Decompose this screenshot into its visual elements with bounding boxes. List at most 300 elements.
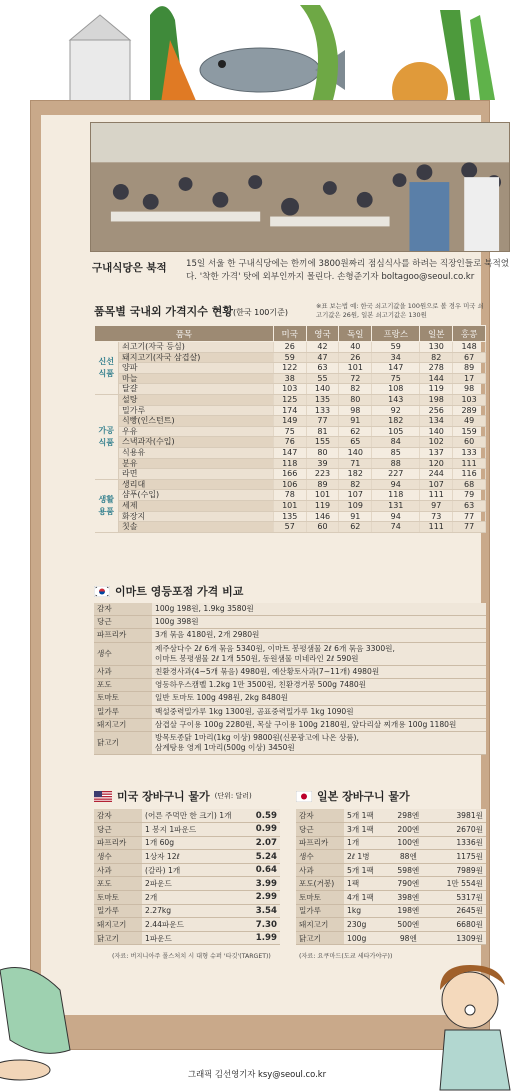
price-yen: 98엔 xyxy=(389,931,427,945)
index-value: 80 xyxy=(339,394,372,405)
table-row xyxy=(94,931,280,945)
emart-title-text: 이마트 영등포점 가격 비교 xyxy=(115,585,244,598)
index-value: 98 xyxy=(339,405,372,416)
index-value: 106 xyxy=(273,479,306,490)
group-label: 가공 식품 xyxy=(95,394,119,479)
table-row xyxy=(95,479,486,490)
index-value: 147 xyxy=(372,363,420,374)
price-won: 7989원 xyxy=(428,863,486,877)
index-value: 144 xyxy=(420,373,453,384)
price-won: 2670원 xyxy=(428,823,486,837)
table-header-row xyxy=(95,326,486,342)
table-row xyxy=(296,931,486,945)
quantity: 1개 xyxy=(344,836,389,850)
table-row xyxy=(94,603,486,616)
item-name: 닭고기 xyxy=(94,732,152,755)
item-name: 생수 xyxy=(296,850,344,864)
index-value: 91 xyxy=(339,416,372,427)
item-name: 돼지고기 xyxy=(296,918,344,932)
item-name: 쇠고기(자국 등심) xyxy=(119,342,274,353)
item-name: 칫솔 xyxy=(119,522,274,533)
table-row xyxy=(95,469,486,480)
index-value: 82 xyxy=(339,384,372,395)
index-value: 182 xyxy=(372,416,420,427)
quantity: (갈라) 1개 xyxy=(142,863,249,877)
table-row xyxy=(296,836,486,850)
price-yen: 198엔 xyxy=(389,904,427,918)
price-usd: 5.24 xyxy=(249,850,280,864)
index-value: 74 xyxy=(372,522,420,533)
item-name: 파프리카 xyxy=(94,836,142,850)
price-detail: 일반 토마토 100g 498원, 2kg 8480원 xyxy=(152,692,486,705)
table-row xyxy=(95,437,486,448)
index-value: 34 xyxy=(372,352,420,363)
index-value: 82 xyxy=(339,479,372,490)
price-detail: 삼겹살 구이용 100g 2280원, 목살 구이용 100g 2180원, 앞다리살 찌개용 100g 1180원 xyxy=(152,718,486,731)
index-value: 97 xyxy=(420,500,453,511)
index-value: 125 xyxy=(273,394,306,405)
price-index-subtitle: (한국 100기준) xyxy=(233,308,288,317)
index-value: 133 xyxy=(453,447,486,458)
quantity: 1팩 xyxy=(344,877,389,891)
index-value: 111 xyxy=(420,522,453,533)
price-yen: 298엔 xyxy=(389,809,427,823)
index-value: 159 xyxy=(453,426,486,437)
index-value: 40 xyxy=(339,342,372,353)
quantity: 1파운드 xyxy=(142,931,249,945)
index-value: 223 xyxy=(306,469,339,480)
index-value: 57 xyxy=(273,522,306,533)
index-value: 116 xyxy=(453,469,486,480)
price-detail: 3개 묶음 4180원, 2개 2980원 xyxy=(152,629,486,642)
item-name: 포도 xyxy=(94,877,142,891)
index-value: 94 xyxy=(372,511,420,522)
index-value: 76 xyxy=(273,437,306,448)
index-value: 143 xyxy=(372,394,420,405)
index-value: 107 xyxy=(420,479,453,490)
item-name: 파프리카 xyxy=(94,629,152,642)
index-value: 77 xyxy=(306,416,339,427)
index-value: 227 xyxy=(372,469,420,480)
quantity: 2개 xyxy=(142,891,249,905)
index-value: 118 xyxy=(372,490,420,501)
index-value: 55 xyxy=(306,373,339,384)
price-usd: 7.30 xyxy=(249,918,280,932)
index-value: 119 xyxy=(306,500,339,511)
index-value: 63 xyxy=(453,500,486,511)
table-row xyxy=(95,352,486,363)
index-value: 120 xyxy=(420,458,453,469)
index-value: 278 xyxy=(420,363,453,374)
index-value: 84 xyxy=(372,437,420,448)
price-index-note: ※표 보는법 예: 한국 쇠고기값을 100원으로 볼 경우 미국 쇠고기값은 26원, 일본 쇠고기값은 130원 xyxy=(316,302,484,319)
table-row xyxy=(95,458,486,469)
price-won: 5317원 xyxy=(428,891,486,905)
item-name: 설탕 xyxy=(119,394,274,405)
index-value: 135 xyxy=(273,511,306,522)
price-won: 1만 554원 xyxy=(428,877,486,891)
table-row xyxy=(95,405,486,416)
index-value: 118 xyxy=(273,458,306,469)
index-value: 60 xyxy=(453,437,486,448)
quantity: 2.27kg xyxy=(142,904,249,918)
us-basket-table xyxy=(94,809,280,945)
price-usd: 0.59 xyxy=(249,809,280,823)
table-row xyxy=(94,692,486,705)
index-value: 166 xyxy=(273,469,306,480)
item-name: 스낵과자(수입) xyxy=(119,437,274,448)
jp-basket-table xyxy=(296,809,486,945)
group-label: 신선 식품 xyxy=(95,342,119,395)
index-value: 140 xyxy=(306,384,339,395)
right-person-icon xyxy=(442,972,498,1028)
index-value: 94 xyxy=(372,479,420,490)
table-row xyxy=(95,394,486,405)
index-value: 63 xyxy=(306,363,339,374)
item-name: 당근 xyxy=(94,823,142,837)
index-value: 71 xyxy=(339,458,372,469)
index-value: 148 xyxy=(453,342,486,353)
table-row xyxy=(94,904,280,918)
item-name: 닭고기 xyxy=(94,931,142,945)
price-usd: 2.99 xyxy=(249,891,280,905)
item-name: 밀가루 xyxy=(119,405,274,416)
item-name: 돼지고기 xyxy=(94,718,152,731)
cafeteria-photo xyxy=(90,122,510,252)
quantity: 2파운드 xyxy=(142,877,249,891)
index-value: 122 xyxy=(273,363,306,374)
emart-title xyxy=(94,583,243,599)
index-value: 140 xyxy=(339,447,372,458)
index-value: 135 xyxy=(306,394,339,405)
price-detail: 친환경사과(4~5개 묶음) 4980원, 예산황토사과(7~11개) 4980원 xyxy=(152,666,486,679)
price-yen: 790엔 xyxy=(389,877,427,891)
index-value: 62 xyxy=(339,522,372,533)
price-index-table xyxy=(94,325,486,533)
price-detail: 영동하우스캠벨 1.2kg 1만 3500원, 친환경거봉 500g 7480원 xyxy=(152,679,486,692)
index-value: 289 xyxy=(453,405,486,416)
item-name: 식빵(인스턴트) xyxy=(119,416,274,427)
price-yen: 88엔 xyxy=(389,850,427,864)
table-row xyxy=(296,918,486,932)
item-name: 화장지 xyxy=(119,511,274,522)
item-name: 감자 xyxy=(296,809,344,823)
table-row xyxy=(94,850,280,864)
header-uk: 영국 xyxy=(306,326,339,342)
price-won: 1309원 xyxy=(428,931,486,945)
index-value: 72 xyxy=(339,373,372,384)
japan-flag-icon xyxy=(296,791,312,802)
photo-caption-text: 15일 서울 한 구내식당에는 한끼에 3800원짜리 점심식사를 하려는 직장인들로 북적였다. '착한 가격' 탓에 외부인까지 몰린다. 손형준기자 boltagoo@seoul.co.kr xyxy=(186,259,510,282)
price-usd: 0.99 xyxy=(249,823,280,837)
table-row xyxy=(94,823,280,837)
item-name: 생수 xyxy=(94,642,152,665)
price-yen: 500엔 xyxy=(389,918,427,932)
index-value: 85 xyxy=(372,447,420,458)
table-row xyxy=(94,809,280,823)
item-name: 토마토 xyxy=(296,891,344,905)
header-germany: 독일 xyxy=(339,326,372,342)
index-value: 103 xyxy=(453,394,486,405)
index-value: 155 xyxy=(306,437,339,448)
index-value: 77 xyxy=(453,511,486,522)
price-won: 2645원 xyxy=(428,904,486,918)
group-label: 생활 용품 xyxy=(95,479,119,532)
item-name: 사과 xyxy=(94,666,152,679)
index-value: 102 xyxy=(420,437,453,448)
table-row xyxy=(94,679,486,692)
table-row xyxy=(296,863,486,877)
table-row xyxy=(94,918,280,932)
index-value: 68 xyxy=(453,479,486,490)
item-name: 당근 xyxy=(94,616,152,629)
item-name: 당근 xyxy=(296,823,344,837)
price-yen: 100엔 xyxy=(389,836,427,850)
usa-flag-icon xyxy=(94,791,112,802)
korea-flag-icon xyxy=(94,586,110,597)
header-usa: 미국 xyxy=(273,326,306,342)
table-row xyxy=(95,511,486,522)
table-row xyxy=(95,522,486,533)
index-value: 147 xyxy=(273,447,306,458)
index-value: 105 xyxy=(372,426,420,437)
price-usd: 3.99 xyxy=(249,877,280,891)
item-name: 감자 xyxy=(94,809,142,823)
index-value: 131 xyxy=(372,500,420,511)
table-row xyxy=(94,863,280,877)
quantity: (어른 주먹만 한 크기) 1개 xyxy=(142,809,249,823)
table-row xyxy=(296,891,486,905)
price-index-title-text: 품목별 국내외 가격지수 현황 xyxy=(94,305,233,318)
table-row xyxy=(95,500,486,511)
table-row xyxy=(94,877,280,891)
price-usd: 0.64 xyxy=(249,863,280,877)
table-row xyxy=(296,877,486,891)
item-name: 생수 xyxy=(94,850,142,864)
item-name: 밀가루 xyxy=(296,904,344,918)
item-name: 사과 xyxy=(94,863,142,877)
quantity: 1상자 12ℓ xyxy=(142,850,249,864)
table-row xyxy=(296,850,486,864)
item-name: 분유 xyxy=(119,458,274,469)
item-name: 세제 xyxy=(119,500,274,511)
index-value: 107 xyxy=(339,490,372,501)
index-value: 67 xyxy=(453,352,486,363)
table-row xyxy=(95,490,486,501)
price-detail: 제주삼다수 2ℓ 6개 묶음 5340원, 이마트 봉평샘물 2ℓ 6개 묶음 3300원, 이마트 봉평샘물 2ℓ 1개 550원, 동원샘물 미네라인 2ℓ 590원 xyxy=(152,642,486,665)
index-value: 65 xyxy=(339,437,372,448)
item-name: 우유 xyxy=(119,426,274,437)
index-value: 59 xyxy=(273,352,306,363)
item-name: 달걀 xyxy=(119,384,274,395)
index-value: 133 xyxy=(306,405,339,416)
item-name: 포도 xyxy=(94,679,152,692)
table-row xyxy=(94,891,280,905)
price-detail: 방목토종닭 1마리(1kg 이상) 9800원(신문광고에 나온 상품), 삼계탕용 영계 1마리(500g 이상) 3450원 xyxy=(152,732,486,755)
index-value: 146 xyxy=(306,511,339,522)
index-value: 101 xyxy=(273,500,306,511)
table-row xyxy=(296,809,486,823)
item-name: 파프리카 xyxy=(296,836,344,850)
item-name: 밀가루 xyxy=(94,904,142,918)
index-value: 26 xyxy=(339,352,372,363)
table-row xyxy=(94,642,486,665)
item-name: 포도(거봉) xyxy=(296,877,344,891)
index-value: 60 xyxy=(306,522,339,533)
table-row xyxy=(95,363,486,374)
table-row xyxy=(94,629,486,642)
graphic-credit: 그래픽 김선영기자 ksy@seoul.co.kr xyxy=(188,1069,327,1079)
price-yen: 200엔 xyxy=(389,823,427,837)
index-value: 39 xyxy=(306,458,339,469)
price-won: 3981원 xyxy=(428,809,486,823)
left-person-icon xyxy=(0,968,70,1054)
index-value: 111 xyxy=(420,490,453,501)
item-name: 마늘 xyxy=(119,373,274,384)
table-row xyxy=(95,447,486,458)
quantity: 2.44파운드 xyxy=(142,918,249,932)
index-value: 109 xyxy=(339,500,372,511)
quantity: 5개 1팩 xyxy=(344,809,389,823)
index-value: 81 xyxy=(306,426,339,437)
jp-basket-source: (자료: 요쿠마드(도쿄 세타가야구)) xyxy=(299,953,393,960)
table-row xyxy=(94,718,486,731)
quantity: 5개 1팩 xyxy=(344,863,389,877)
item-name: 돼지고기(자국 삼겹살) xyxy=(119,352,274,363)
index-value: 79 xyxy=(453,490,486,501)
index-value: 134 xyxy=(420,416,453,427)
quantity: 2ℓ 1병 xyxy=(344,850,389,864)
index-value: 92 xyxy=(372,405,420,416)
index-value: 75 xyxy=(273,426,306,437)
index-value: 119 xyxy=(420,384,453,395)
price-usd: 1.99 xyxy=(249,931,280,945)
index-value: 38 xyxy=(273,373,306,384)
index-value: 73 xyxy=(420,511,453,522)
index-value: 130 xyxy=(420,342,453,353)
index-value: 108 xyxy=(372,384,420,395)
index-value: 256 xyxy=(420,405,453,416)
index-value: 75 xyxy=(372,373,420,384)
index-value: 137 xyxy=(420,447,453,458)
index-value: 78 xyxy=(273,490,306,501)
index-value: 101 xyxy=(339,363,372,374)
us-basket-source: (자료: 버지니아주 폴스처치 시 대형 슈퍼 '타깃'(TARGET)) xyxy=(112,953,271,960)
item-name: 밀가루 xyxy=(94,705,152,718)
header-item: 품목 xyxy=(95,326,274,342)
us-basket-title-text: 미국 장바구니 물가 xyxy=(117,790,210,803)
item-name: 식용유 xyxy=(119,447,274,458)
index-value: 49 xyxy=(453,416,486,427)
table-row xyxy=(94,705,486,718)
price-usd: 3.54 xyxy=(249,904,280,918)
index-value: 91 xyxy=(339,511,372,522)
item-name: 감자 xyxy=(94,603,152,616)
index-value: 98 xyxy=(453,384,486,395)
index-value: 17 xyxy=(453,373,486,384)
table-row xyxy=(95,416,486,427)
header-france: 프랑스 xyxy=(372,326,420,342)
index-value: 111 xyxy=(453,458,486,469)
index-value: 59 xyxy=(372,342,420,353)
price-detail: 100g 398원 xyxy=(152,616,486,629)
quantity: 1kg xyxy=(344,904,389,918)
table-row xyxy=(95,426,486,437)
price-usd: 2.07 xyxy=(249,836,280,850)
header-japan: 일본 xyxy=(420,326,453,342)
photo-caption-title: 구내식당은 북적 xyxy=(92,262,167,274)
us-basket-title xyxy=(94,788,252,804)
price-detail: 백설중력밀가루 1kg 1300원, 곰표중력밀가루 1kg 1090원 xyxy=(152,705,486,718)
price-won: 6680원 xyxy=(428,918,486,932)
fish-icon xyxy=(200,48,320,92)
price-index-title xyxy=(94,303,288,319)
item-name: 샴푸(수입) xyxy=(119,490,274,501)
index-value: 140 xyxy=(420,426,453,437)
header-hongkong: 홍콩 xyxy=(453,326,486,342)
table-row xyxy=(94,836,280,850)
item-name: 닭고기 xyxy=(296,931,344,945)
table-row xyxy=(95,384,486,395)
price-yen: 398엔 xyxy=(389,891,427,905)
item-name: 돼지고기 xyxy=(94,918,142,932)
quantity: 230g xyxy=(344,918,389,932)
index-value: 77 xyxy=(453,522,486,533)
index-value: 62 xyxy=(339,426,372,437)
table-row xyxy=(296,904,486,918)
index-value: 101 xyxy=(306,490,339,501)
index-value: 244 xyxy=(420,469,453,480)
item-name: 라면 xyxy=(119,469,274,480)
table-row xyxy=(94,666,486,679)
quantity: 1개 60g xyxy=(142,836,249,850)
item-name: 양파 xyxy=(119,363,274,374)
price-yen: 598엔 xyxy=(389,863,427,877)
quantity: 1 봉지 1파운드 xyxy=(142,823,249,837)
emart-price-table xyxy=(94,603,486,755)
item-name: 사과 xyxy=(296,863,344,877)
index-value: 103 xyxy=(273,384,306,395)
index-value: 149 xyxy=(273,416,306,427)
index-value: 88 xyxy=(372,458,420,469)
table-row xyxy=(95,373,486,384)
jp-basket-title xyxy=(296,788,410,804)
price-won: 1175원 xyxy=(428,850,486,864)
table-row xyxy=(94,732,486,755)
index-value: 198 xyxy=(420,394,453,405)
index-value: 89 xyxy=(306,479,339,490)
quantity: 4개 1팩 xyxy=(344,891,389,905)
table-row xyxy=(95,342,486,353)
index-value: 89 xyxy=(453,363,486,374)
index-value: 42 xyxy=(306,342,339,353)
quantity: 100g xyxy=(344,931,389,945)
table-row xyxy=(94,616,486,629)
item-name: 토마토 xyxy=(94,692,152,705)
quantity: 3개 1팩 xyxy=(344,823,389,837)
index-value: 174 xyxy=(273,405,306,416)
item-name: 생리대 xyxy=(119,479,274,490)
item-name: 토마토 xyxy=(94,891,142,905)
index-value: 82 xyxy=(420,352,453,363)
index-value: 182 xyxy=(339,469,372,480)
index-value: 80 xyxy=(306,447,339,458)
jp-basket-title-text: 일본 장바구니 물가 xyxy=(317,790,410,803)
price-won: 1336원 xyxy=(428,836,486,850)
us-basket-unit: (단위: 달러) xyxy=(214,792,252,800)
index-value: 26 xyxy=(273,342,306,353)
index-value: 47 xyxy=(306,352,339,363)
